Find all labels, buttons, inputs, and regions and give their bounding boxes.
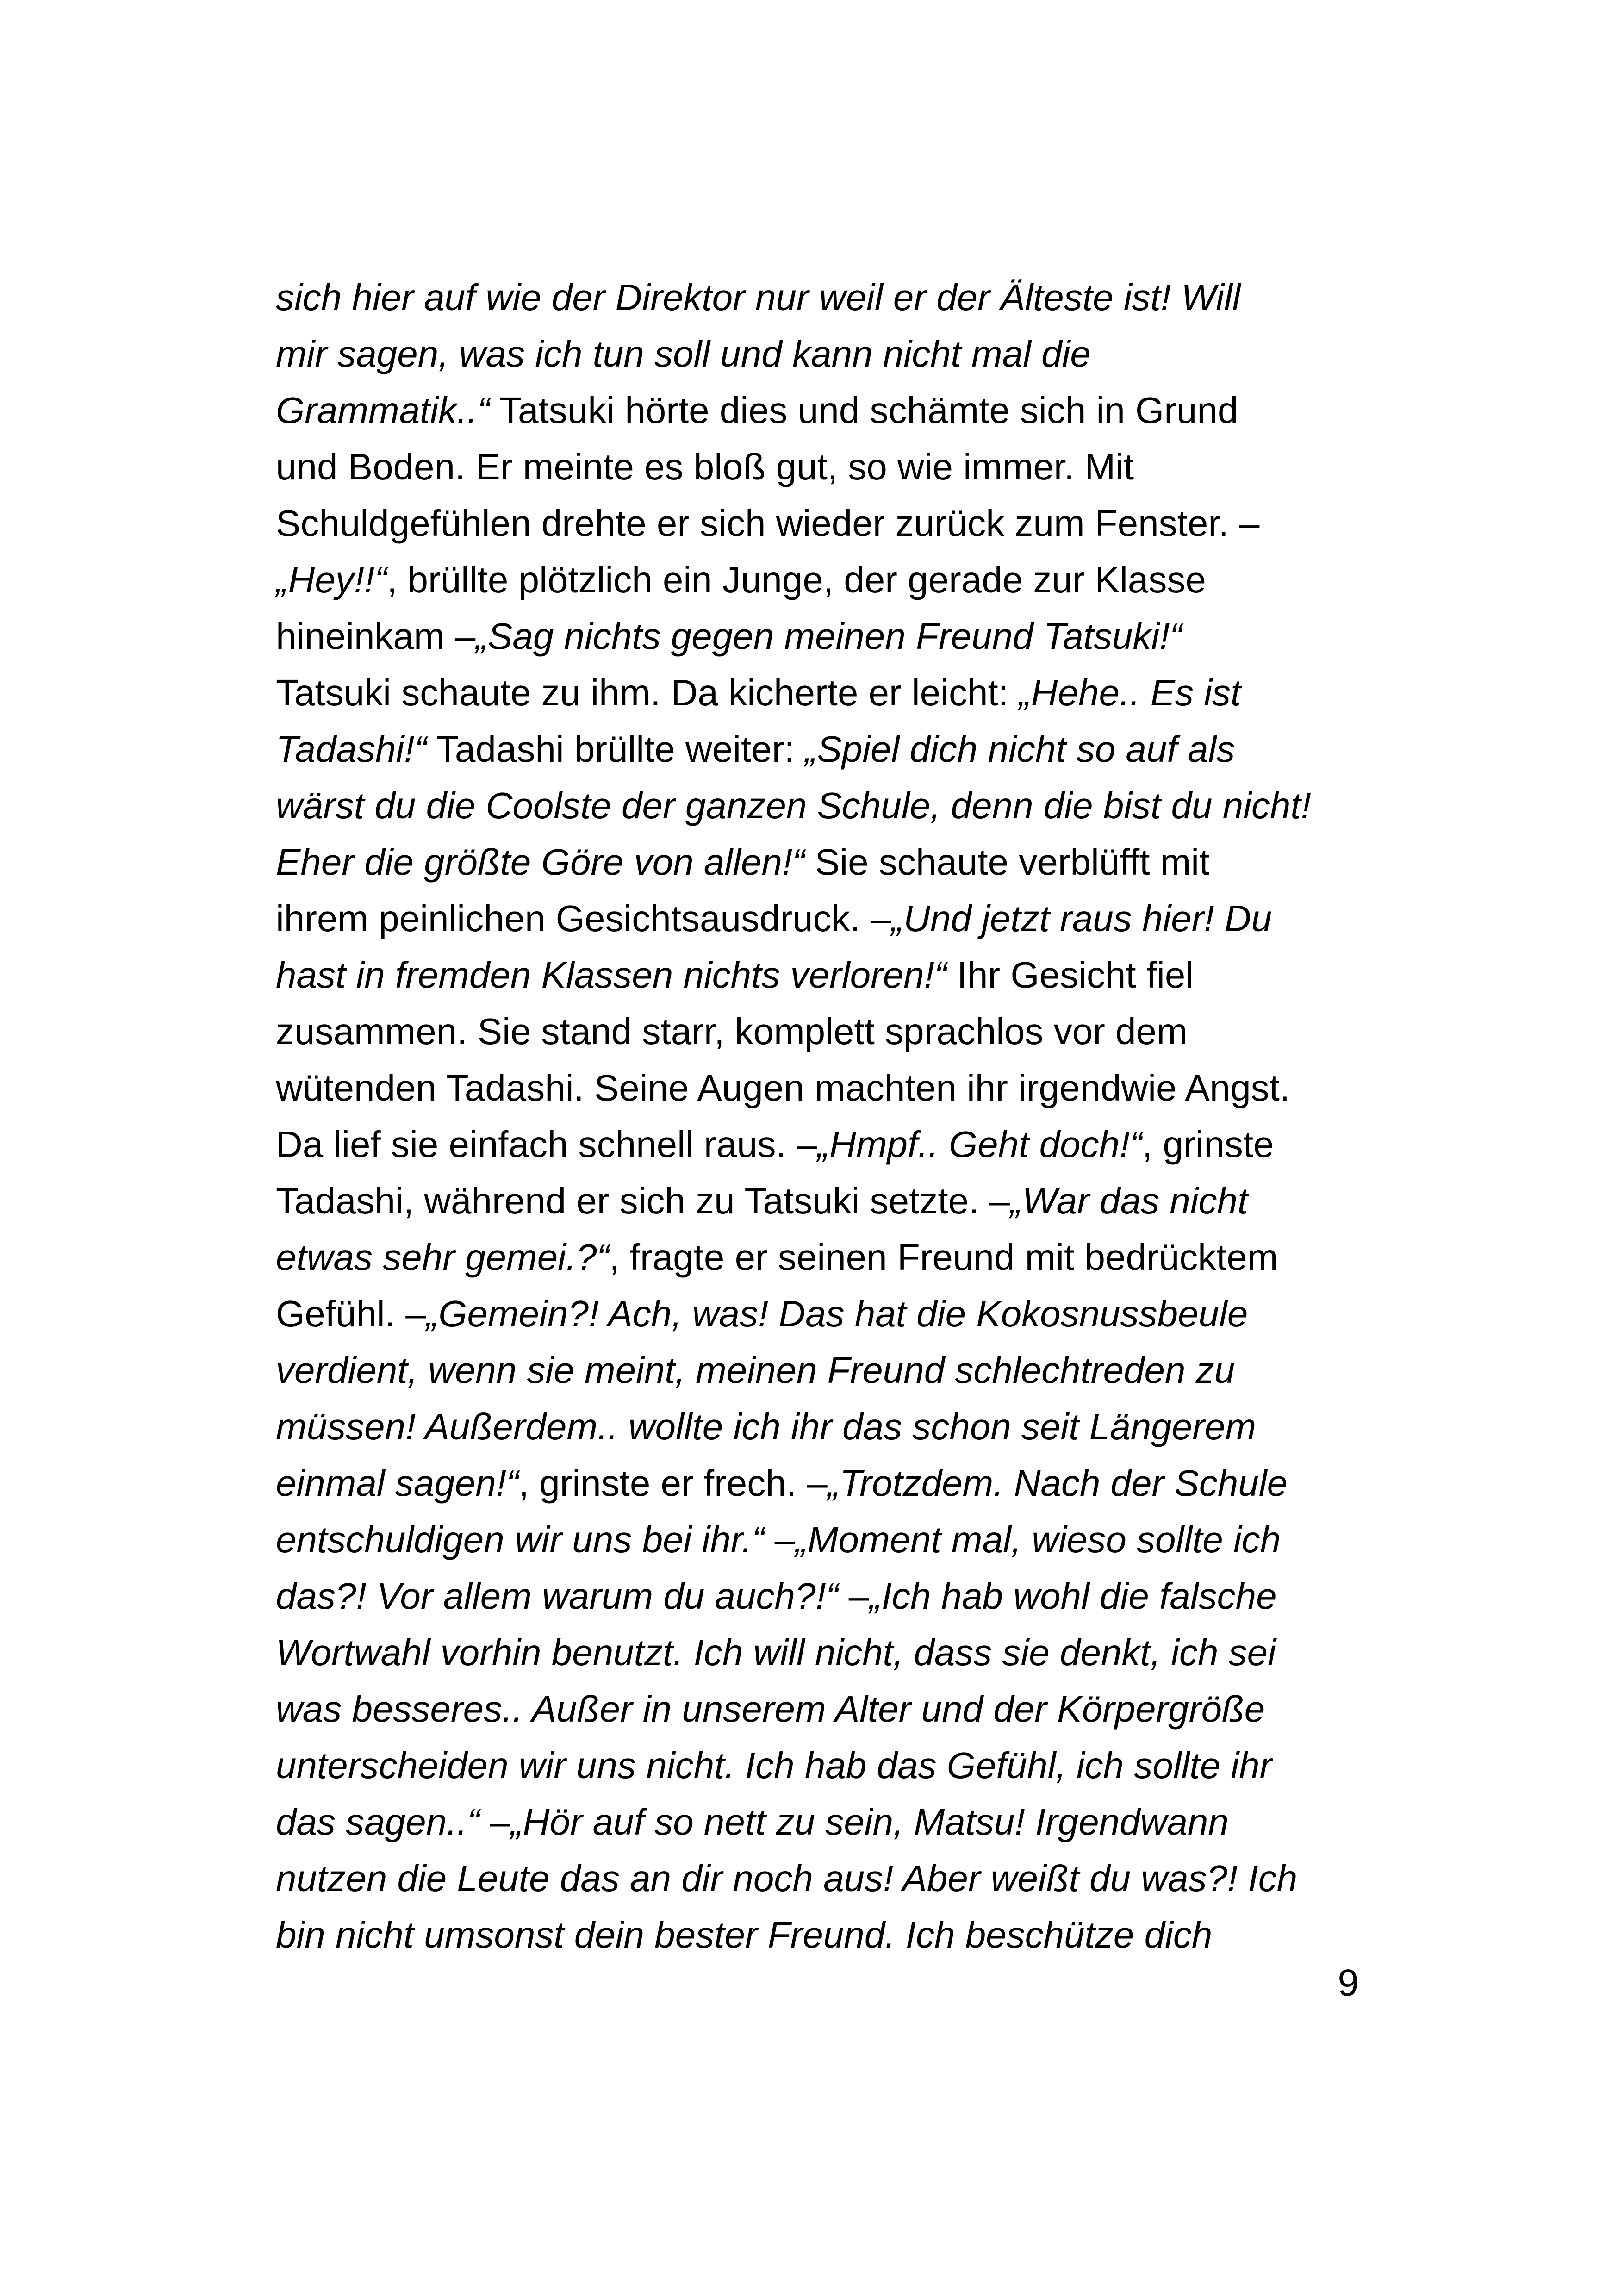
text-line bbox=[276, 1060, 1363, 1116]
narration-text: und Boden. Er meinte es bloß gut, so wie immer. Mit bbox=[276, 446, 1134, 487]
narration-text: Tadashi, während er sich zu Tatsuki setzte. – bbox=[276, 1180, 1010, 1221]
narration-text: – bbox=[479, 1801, 510, 1842]
text-line bbox=[276, 1003, 1363, 1060]
italic-dialogue-text: müssen! Außerdem.. wollte ich ihr das schon seit Längerem bbox=[276, 1406, 1257, 1447]
text-line bbox=[276, 1907, 1363, 1963]
text-line bbox=[276, 1116, 1363, 1173]
italic-dialogue-text: bin nicht umsonst dein bester Freund. Ich beschütze dich bbox=[276, 1914, 1213, 1955]
italic-dialogue-text: was besseres.. Außer in unserem Alter und der Körpergröße bbox=[276, 1688, 1265, 1730]
italic-dialogue-text: sich hier auf wie der Direktor nur weil er der Älteste ist! Will bbox=[276, 277, 1241, 318]
text-line bbox=[276, 1455, 1363, 1512]
page-number: 9 bbox=[1338, 1962, 1359, 2004]
italic-dialogue-text: „Spiel dich nicht so auf als bbox=[804, 728, 1235, 770]
italic-dialogue-text: entschuldigen wir uns bei ihr.“ bbox=[276, 1519, 765, 1560]
text-line bbox=[276, 778, 1363, 834]
narration-text: zusammen. Sie stand starr, komplett sprachlos vor dem bbox=[276, 1011, 1188, 1052]
italic-dialogue-text: „Und jetzt raus hier! Du bbox=[891, 898, 1272, 939]
italic-dialogue-text: Wortwahl vorhin benutzt. Ich will nicht, dass sie denkt, ich sei bbox=[276, 1632, 1276, 1673]
text-line bbox=[276, 326, 1363, 382]
italic-dialogue-text: Tadashi!“ bbox=[276, 728, 427, 770]
text-line bbox=[276, 269, 1363, 326]
italic-dialogue-text: „War das nicht bbox=[1010, 1180, 1248, 1221]
italic-dialogue-text: „Hmpf.. Geht doch!“ bbox=[817, 1124, 1142, 1165]
narration-text: Sie schaute verblüfft mit bbox=[804, 841, 1210, 883]
text-line bbox=[276, 1794, 1363, 1850]
italic-dialogue-text: „Moment mal, wieso sollte ich bbox=[795, 1519, 1281, 1560]
text-line bbox=[276, 1173, 1363, 1229]
narration-text: ihrem peinlichen Gesichtsausdruck. – bbox=[276, 898, 891, 939]
narration-text: Schuldgefühlen drehte er sich wieder zurück zum Fenster. – bbox=[276, 503, 1260, 544]
text-line bbox=[276, 608, 1363, 665]
text-line bbox=[276, 1737, 1363, 1794]
text-line bbox=[276, 1568, 1363, 1624]
narration-text: wütenden Tadashi. Seine Augen machten ihr irgendwie Angst. bbox=[276, 1067, 1290, 1108]
text-line bbox=[276, 495, 1363, 552]
narration-text: , grinste er frech. – bbox=[518, 1462, 828, 1504]
text-line bbox=[276, 947, 1363, 1003]
italic-dialogue-text: mir sagen, was ich tun soll und kann nicht mal die bbox=[276, 333, 1091, 374]
text-line bbox=[276, 439, 1363, 495]
italic-dialogue-text: das sagen..“ bbox=[276, 1801, 480, 1842]
italic-dialogue-text: „Ich hab wohl die falsche bbox=[869, 1575, 1277, 1617]
italic-dialogue-text: etwas sehr gemei.?“ bbox=[276, 1237, 610, 1278]
narration-text: Tadashi brüllte weiter: bbox=[427, 728, 805, 770]
italic-dialogue-text: „Trotzdem. Nach der Schule bbox=[827, 1462, 1288, 1504]
body-text bbox=[276, 269, 1363, 1963]
narration-text: , brüllte plötzlich ein Junge, der gerade zur Klasse bbox=[387, 559, 1206, 600]
italic-dialogue-text: verdient, wenn sie meint, meinen Freund schlechtreden zu bbox=[276, 1350, 1235, 1391]
text-line bbox=[276, 1681, 1363, 1737]
text-line bbox=[276, 1342, 1363, 1399]
narration-text: Tatsuki schaute zu ihm. Da kicherte er leicht: bbox=[276, 672, 1019, 713]
text-line bbox=[276, 382, 1363, 439]
narration-text: Tatsuki hörte dies und schämte sich in Grund bbox=[490, 390, 1238, 431]
italic-dialogue-text: hast in fremden Klassen nichts verloren!“ bbox=[276, 954, 947, 996]
narration-text: Gefühl. – bbox=[276, 1293, 426, 1334]
italic-dialogue-text: unterscheiden wir uns nicht. Ich hab das Gefühl, ich sollte ihr bbox=[276, 1745, 1272, 1786]
narration-text: hineinkam – bbox=[276, 616, 476, 657]
text-line bbox=[276, 1399, 1363, 1455]
text-line bbox=[276, 1624, 1363, 1681]
text-line bbox=[276, 834, 1363, 890]
narration-text: – bbox=[838, 1575, 870, 1617]
italic-dialogue-text: „Hehe.. Es ist bbox=[1019, 672, 1241, 713]
narration-text: – bbox=[764, 1519, 796, 1560]
text-line bbox=[276, 1286, 1363, 1342]
narration-text: Ihr Gesicht fiel bbox=[946, 954, 1194, 996]
italic-dialogue-text: das?! Vor allem warum du auch?!“ bbox=[276, 1575, 839, 1617]
text-line bbox=[276, 1512, 1363, 1568]
italic-dialogue-text: „Gemein?! Ach, was! Das hat die Kokosnussbeule bbox=[426, 1293, 1248, 1334]
italic-dialogue-text: Eher die größte Göre von allen!“ bbox=[276, 841, 805, 883]
text-line bbox=[276, 721, 1363, 778]
italic-dialogue-text: einmal sagen!“ bbox=[276, 1462, 519, 1504]
italic-dialogue-text: Grammatik..“ bbox=[276, 390, 490, 431]
italic-dialogue-text: nutzen die Leute das an dir noch aus! Aber weißt du was?! Ich bbox=[276, 1858, 1298, 1899]
narration-text: , fragte er seinen Freund mit bedrücktem bbox=[609, 1237, 1278, 1278]
narration-text: Da lief sie einfach schnell raus. – bbox=[276, 1124, 817, 1165]
text-line bbox=[276, 665, 1363, 721]
italic-dialogue-text: „Hör auf so nett zu sein, Matsu! Irgendwann bbox=[510, 1801, 1229, 1842]
text-line bbox=[276, 552, 1363, 608]
italic-dialogue-text: wärst du die Coolste der ganzen Schule, denn die bist du nicht! bbox=[276, 785, 1311, 826]
italic-dialogue-text: „Hey!!“ bbox=[276, 559, 387, 600]
text-line bbox=[276, 1850, 1363, 1907]
text-line bbox=[276, 1229, 1363, 1286]
italic-dialogue-text: „Sag nichts gegen meinen Freund Tatsuki!“ bbox=[475, 616, 1182, 657]
text-line bbox=[276, 890, 1363, 947]
narration-text: , grinste bbox=[1142, 1124, 1274, 1165]
